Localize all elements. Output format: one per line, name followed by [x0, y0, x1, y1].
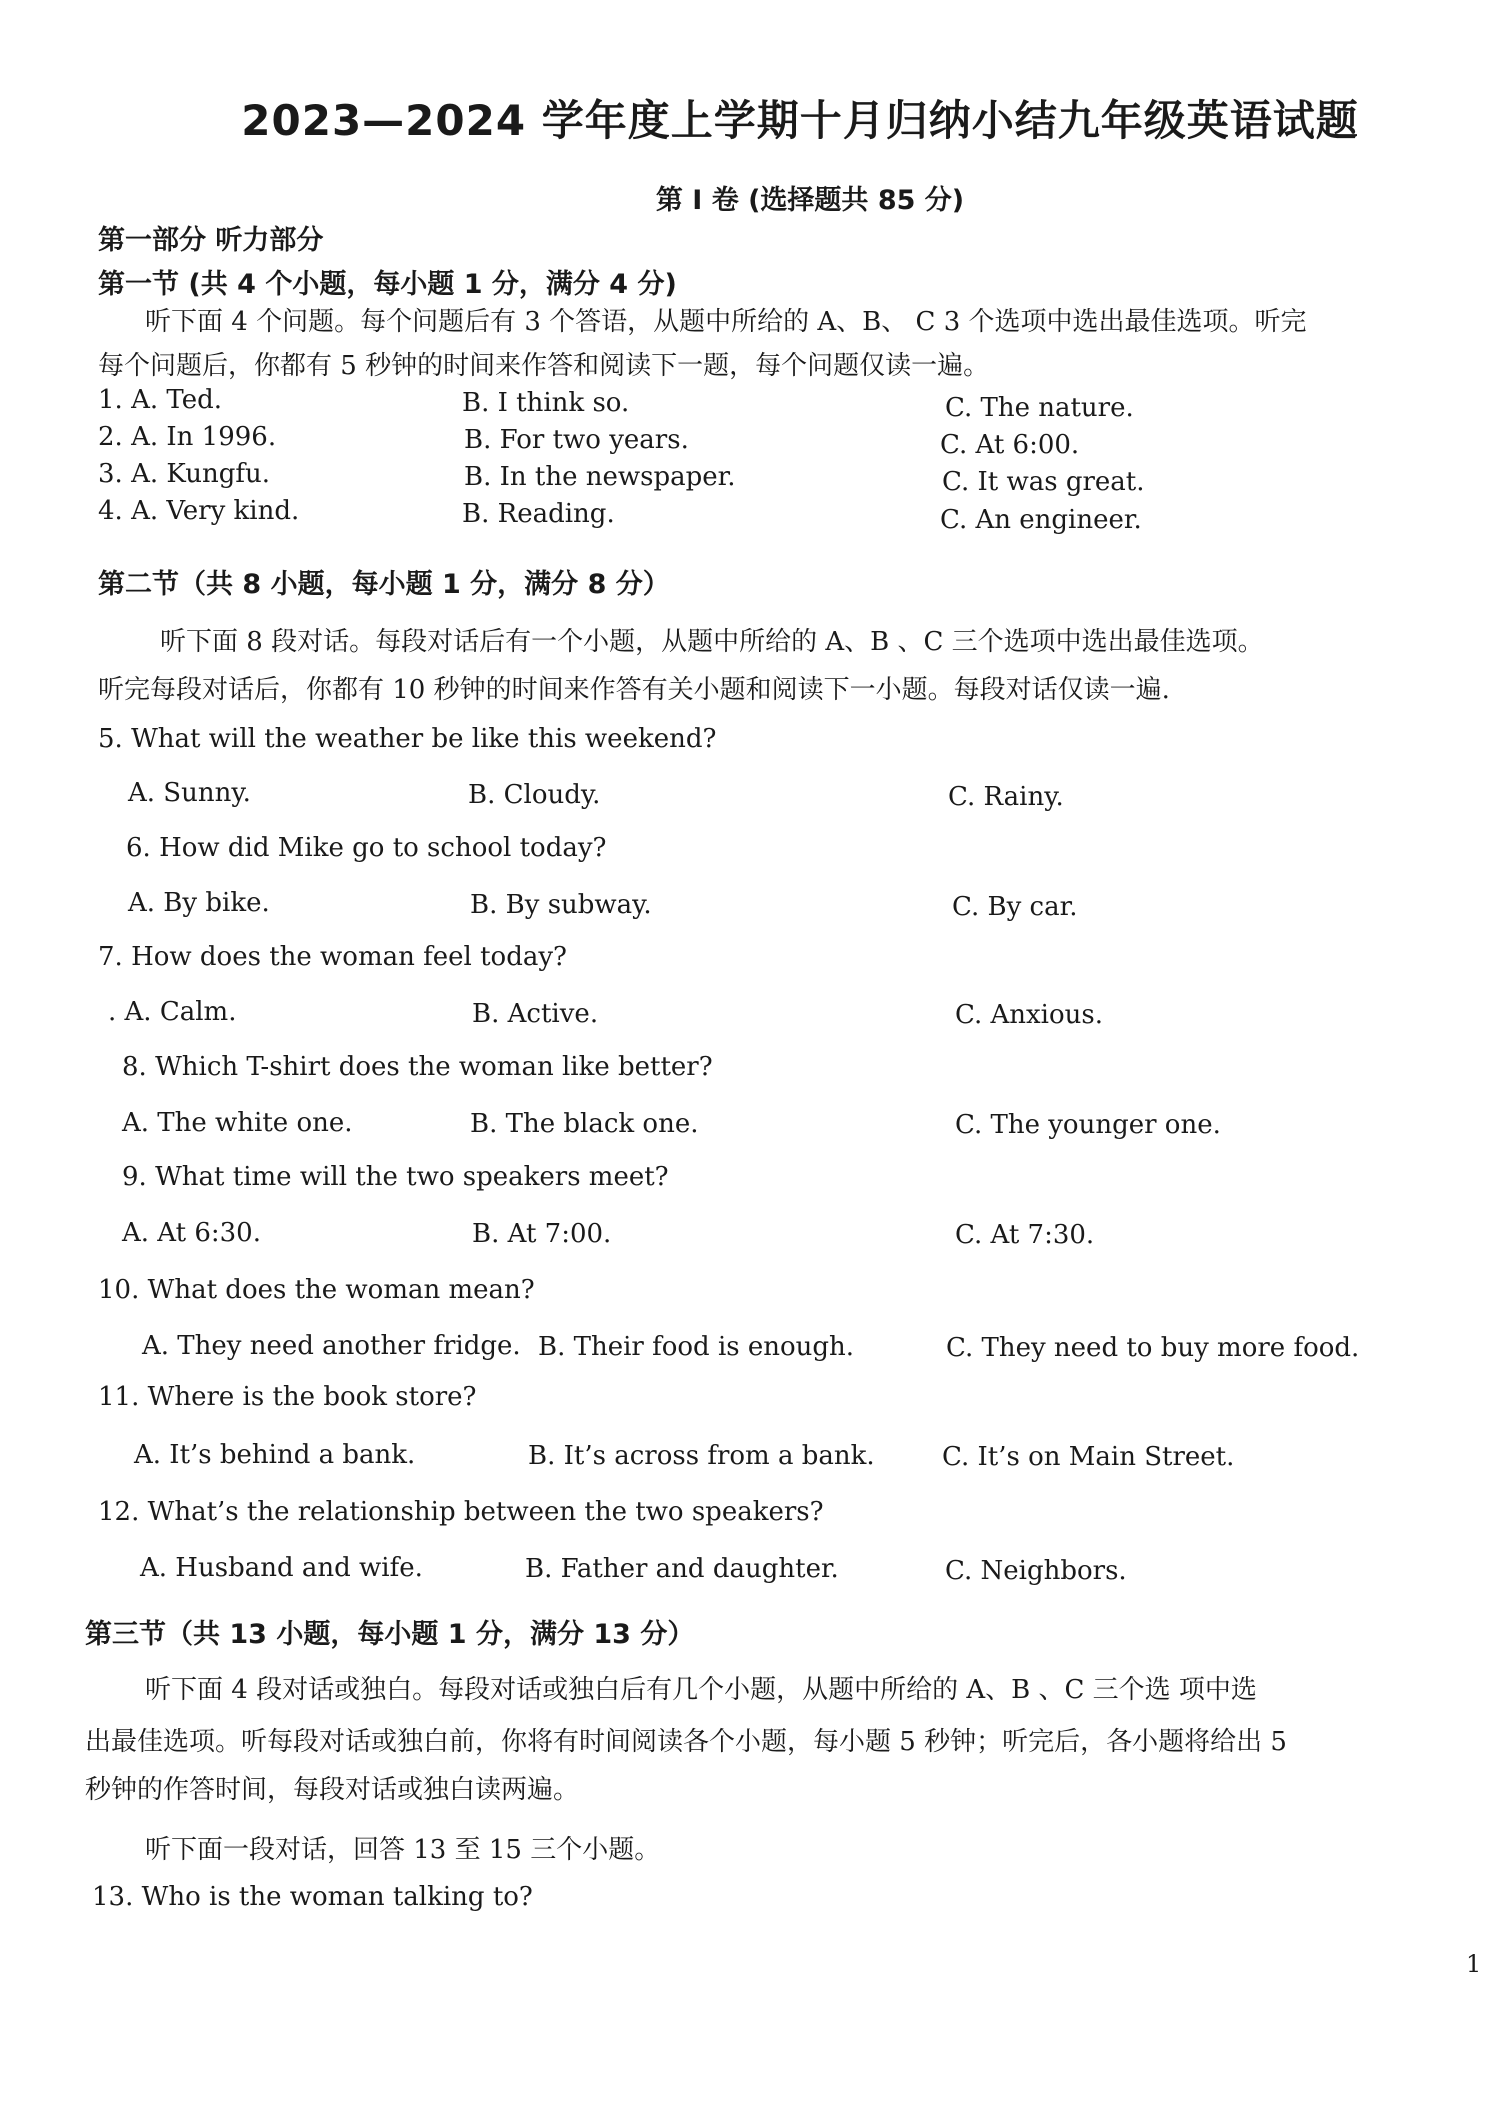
q7-option-a: . A. Calm. — [108, 997, 237, 1027]
question-12: 12. What’s the relationship between the two speakers? — [98, 1497, 824, 1527]
q2-option-a: 2. A. In 1996. — [98, 422, 277, 452]
q3-option-c: C. It was great. — [942, 467, 1145, 497]
sec1-heading: 第一节 (共 4 个小题，每小题 1 分，满分 4 分) — [98, 269, 677, 300]
exam-subtitle: 第 I 卷 (选择题共 85 分) — [655, 185, 965, 216]
question-8: 8. Which T-shirt does the woman like better? — [122, 1052, 713, 1082]
q9-option-c: C. At 7:30. — [955, 1220, 1095, 1250]
sec2-heading: 第二节（共 8 小题，每小题 1 分，满分 8 分） — [98, 569, 670, 600]
q7-option-c: C. Anxious. — [955, 1000, 1104, 1030]
q11-option-c: C. It’s on Main Street. — [942, 1442, 1235, 1472]
q5-option-b: B. Cloudy. — [468, 780, 601, 810]
exam-title: 2023—2024 学年度上学期十月归纳小结九年级英语试题 — [241, 96, 1359, 145]
q1-option-b: B. I think so. — [462, 388, 630, 418]
question-11: 11. Where is the book store? — [98, 1382, 477, 1412]
q4-option-a: 4. A. Very kind. — [98, 496, 300, 526]
q8-option-a: A. The white one. — [122, 1108, 353, 1138]
sec2-instruction-line1: 听下面 8 段对话。每段对话后有一个小题，从题中所给的 A、B 、C 三个选项中选出最佳选项。 — [160, 627, 1264, 657]
sec3-instruction-line1: 听下面 4 段对话或独白。每段对话或独白后有几个小题，从题中所给的 A、B 、C 三个选 项中选 — [145, 1675, 1257, 1705]
part1-heading: 第一部分 听力部分 — [98, 225, 324, 256]
sec3-instruction-line3: 秒钟的作答时间，每段对话或独白读两遍。 — [85, 1775, 580, 1805]
q10-option-c: C. They need to buy more food. — [946, 1333, 1360, 1363]
q10-option-a: A. They need another fridge. — [142, 1331, 521, 1361]
sec2-instruction-line2: 听完每段对话后，你都有 10 秒钟的时间来作答有关小题和阅读下一小题。每段对话仅读一遍. — [98, 675, 1170, 705]
sec3-instruction-line2: 出最佳选项。听每段对话或独白前，你将有时间阅读各个小题，每小题 5 秒钟；听完后，各小题将给出 5 — [85, 1727, 1287, 1757]
question-7: 7. How does the woman feel today? — [98, 942, 567, 972]
q1-option-c: C. The nature. — [945, 393, 1134, 423]
q4-option-c: C. An engineer. — [940, 505, 1142, 535]
q2-option-b: B. For two years. — [464, 425, 689, 455]
page-number: 1 — [1466, 1950, 1482, 1978]
sec1-instruction-line1: 听下面 4 个问题。每个问题后有 3 个答语，从题中所给的 A、B、 C 3 个选项中选出最佳选项。听完 — [145, 307, 1307, 337]
q10-option-b: B. Their food is enough. — [538, 1332, 855, 1362]
q8-option-c: C. The younger one. — [955, 1110, 1221, 1140]
sec3-sub-instruction: 听下面一段对话，回答 13 至 15 三个小题。 — [145, 1835, 661, 1865]
q11-option-a: A. It’s behind a bank. — [134, 1440, 416, 1470]
q6-option-a: A. By bike. — [128, 888, 270, 918]
q5-option-a: A. Sunny. — [128, 778, 251, 808]
q7-option-b: B. Active. — [472, 999, 599, 1029]
q1-option-a: 1. A. Ted. — [98, 385, 222, 415]
question-6: 6. How did Mike go to school today? — [126, 833, 607, 863]
q11-option-b: B. It’s across from a bank. — [528, 1441, 875, 1471]
question-5: 5. What will the weather be like this weekend? — [98, 724, 717, 754]
question-9: 9. What time will the two speakers meet? — [122, 1162, 669, 1192]
q6-option-b: B. By subway. — [470, 890, 652, 920]
q9-option-b: B. At 7:00. — [472, 1219, 612, 1249]
q3-option-a: 3. A. Kungfu. — [98, 459, 270, 489]
q5-option-c: C. Rainy. — [948, 782, 1064, 812]
question-10: 10. What does the woman mean? — [98, 1275, 535, 1305]
sec3-heading: 第三节（共 13 小题，每小题 1 分，满分 13 分） — [85, 1619, 695, 1650]
question-13: 13. Who is the woman talking to? — [92, 1882, 533, 1912]
q8-option-b: B. The black one. — [470, 1109, 699, 1139]
q4-option-b: B. Reading. — [462, 499, 615, 529]
q9-option-a: A. At 6:30. — [122, 1218, 261, 1248]
q2-option-c: C. At 6:00. — [940, 430, 1080, 460]
sec1-instruction-line2: 每个问题后，你都有 5 秒钟的时间来作答和阅读下一题，每个问题仅读一遍。 — [98, 351, 990, 381]
q12-option-a: A. Husband and wife. — [140, 1553, 423, 1583]
q6-option-c: C. By car. — [952, 892, 1078, 922]
q12-option-c: C. Neighbors. — [945, 1556, 1127, 1586]
q3-option-b: B. In the newspaper. — [464, 462, 736, 492]
q12-option-b: B. Father and daughter. — [525, 1554, 839, 1584]
